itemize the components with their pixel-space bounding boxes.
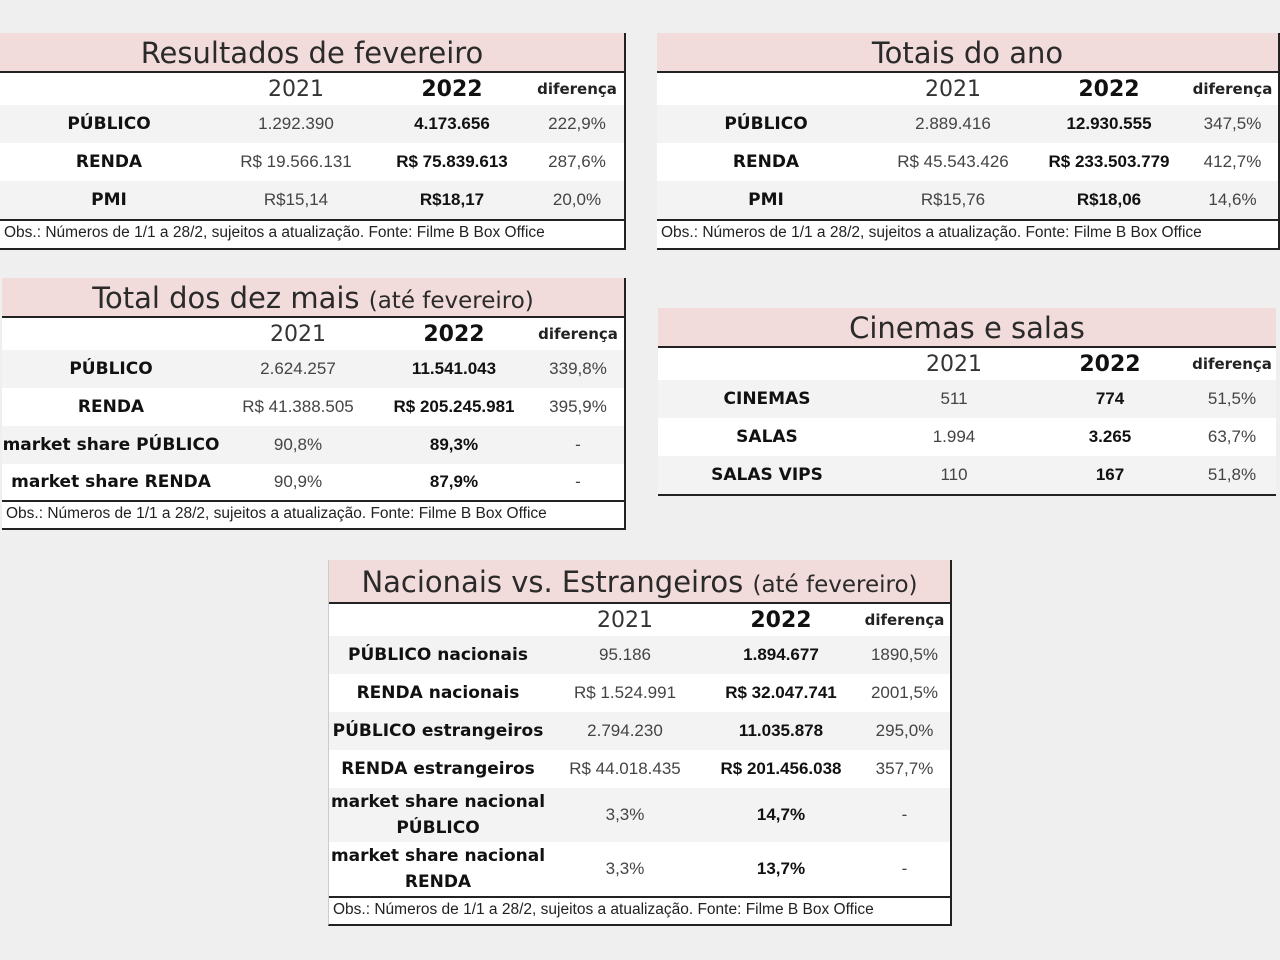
value-2021: R$ 45.543.426 — [897, 152, 1009, 171]
row-label: PÚBLICO nacionais — [329, 636, 547, 674]
header-2021: 2021 — [926, 351, 982, 377]
panel-title-text: Resultados de fevereiro — [140, 36, 484, 70]
panel-dez-mais — [2, 278, 626, 530]
panel-cinemas-salas — [658, 308, 1276, 496]
value-diff: 357,7% — [875, 759, 934, 778]
header-diff: diferença — [1192, 80, 1273, 98]
panel-title — [0, 33, 624, 73]
value-2022: 12.930.555 — [1031, 105, 1187, 143]
footnote: Obs.: Números de 1/1 a 28/2, sujeitos a atualização. Fonte: Filme B Box Office — [0, 219, 624, 245]
panel-title-text: Cinemas e salas — [849, 311, 1085, 345]
value-diff: 63,7% — [1207, 427, 1257, 446]
header-2021: 2021 — [268, 76, 324, 102]
footnote: Obs.: Números de 1/1 a 28/2, sujeitos a atualização. Fonte: Filme B Box Office — [2, 500, 624, 526]
value-2022: 774 — [1032, 380, 1188, 418]
row-label: CINEMAS — [658, 380, 876, 418]
value-2021: R$ 41.388.505 — [242, 397, 354, 416]
value-2022: R$ 75.839.613 — [396, 152, 508, 171]
panel-title — [329, 560, 950, 604]
value-2021: 2.794.230 — [547, 712, 703, 750]
panel-title — [658, 308, 1276, 348]
value-2022: 14,7% — [703, 788, 859, 842]
table-row — [329, 636, 950, 674]
value-diff: 51,8% — [1188, 456, 1276, 494]
row-label: market share RENDA — [11, 472, 211, 492]
table-row — [2, 464, 624, 500]
row-label: market share nacional PÚBLICO — [329, 788, 547, 842]
value-diff: 20,0% — [530, 181, 624, 219]
table-row — [2, 388, 624, 426]
value-diff: - — [859, 788, 950, 842]
value-diff: 347,5% — [1187, 105, 1278, 143]
panel-nacionais-estrangeiros — [328, 560, 952, 926]
value-diff: 51,5% — [1188, 380, 1276, 418]
value-diff: - — [532, 426, 624, 464]
value-2022: 3.265 — [1088, 427, 1132, 446]
panel-subtitle: (até fevereiro) — [752, 572, 918, 598]
table-row — [2, 426, 624, 464]
value-diff: 1890,5% — [859, 636, 950, 674]
header-row — [657, 73, 1278, 105]
value-diff: - — [575, 472, 581, 491]
table-row — [329, 842, 950, 896]
row-label: RENDA — [77, 397, 145, 417]
row-label: RENDA nacionais — [356, 683, 520, 703]
table-row — [2, 350, 624, 388]
value-2022: 4.173.656 — [374, 105, 530, 143]
table-row — [329, 674, 950, 712]
panel-subtitle: (até fevereiro) — [368, 288, 534, 314]
header-2021: 2021 — [925, 76, 981, 102]
row-label: PÚBLICO — [657, 105, 875, 143]
value-2022: 13,7% — [756, 859, 806, 878]
value-diff: 339,8% — [532, 350, 624, 388]
footnote: Obs.: Números de 1/1 a 28/2, sujeitos a atualização. Fonte: Filme B Box Office — [329, 896, 950, 922]
value-2021: 2.624.257 — [220, 350, 376, 388]
row-label: PÚBLICO estrangeiros — [329, 712, 547, 750]
value-diff: 222,9% — [530, 105, 624, 143]
row-label: RENDA — [732, 152, 800, 172]
value-diff: 395,9% — [549, 397, 607, 416]
value-2021: 1.994 — [932, 427, 976, 446]
value-2021: 90,8% — [220, 426, 376, 464]
panel-title — [657, 33, 1278, 73]
header-2022: 2022 — [1078, 76, 1140, 102]
header-2022: 2022 — [421, 76, 483, 102]
row-label: SALAS VIPS — [658, 456, 876, 494]
header-row — [658, 348, 1276, 380]
value-2021: R$15,14 — [218, 181, 374, 219]
row-label: market share PÚBLICO — [2, 426, 220, 464]
header-2021: 2021 — [270, 321, 326, 347]
value-diff: 14,6% — [1187, 181, 1278, 219]
value-diff: 295,0% — [859, 712, 950, 750]
table-row — [658, 418, 1276, 456]
value-2022: 11.035.878 — [703, 712, 859, 750]
table-row — [329, 712, 950, 750]
value-2021: 110 — [876, 456, 1032, 494]
value-2022: R$18,06 — [1031, 181, 1187, 219]
value-2022: 1.894.677 — [703, 636, 859, 674]
value-2021: 95.186 — [547, 636, 703, 674]
value-2021: R$15,76 — [875, 181, 1031, 219]
table-row — [658, 456, 1276, 494]
table-row — [329, 750, 950, 788]
table-row — [657, 143, 1278, 181]
value-2021: R$ 19.566.131 — [240, 152, 352, 171]
table-row — [0, 105, 624, 143]
row-label: PMI — [0, 181, 218, 219]
value-2022: 11.541.043 — [376, 350, 532, 388]
value-2022: R$ 201.456.038 — [720, 759, 842, 778]
table-row — [0, 143, 624, 181]
row-label: PÚBLICO — [0, 105, 218, 143]
table-row — [657, 181, 1278, 219]
table-row — [658, 380, 1276, 418]
value-2021: 90,9% — [273, 472, 323, 491]
value-2021: R$ 44.018.435 — [569, 759, 681, 778]
header-2022: 2022 — [750, 607, 812, 633]
panel-title-text: Totais do ano — [871, 36, 1064, 70]
row-label: RENDA — [75, 152, 143, 172]
footnote: Obs.: Números de 1/1 a 28/2, sujeitos a atualização. Fonte: Filme B Box Office — [657, 219, 1278, 245]
value-diff: 287,6% — [548, 152, 606, 171]
row-label: market share nacional RENDA — [330, 846, 546, 892]
header-row — [0, 73, 624, 105]
data-table — [658, 348, 1276, 494]
table-row — [657, 105, 1278, 143]
value-2022: 87,9% — [429, 472, 479, 491]
header-diff: diferença — [538, 325, 618, 343]
panel-resultados-fevereiro — [0, 33, 626, 250]
panel-totais-ano — [657, 33, 1280, 250]
value-2022: 167 — [1032, 456, 1188, 494]
value-2021: 2.889.416 — [875, 105, 1031, 143]
header-2022: 2022 — [1079, 351, 1141, 377]
value-2021: 3,3% — [547, 788, 703, 842]
panel-title-text: Total dos dez mais — [92, 281, 360, 315]
value-2022: 89,3% — [376, 426, 532, 464]
data-table — [0, 73, 624, 219]
header-row — [329, 604, 950, 636]
value-2021: 511 — [876, 380, 1032, 418]
table-row — [0, 181, 624, 219]
row-label: SALAS — [736, 427, 798, 447]
value-2021: R$ 1.524.991 — [573, 683, 677, 702]
panel-title-text: Nacionais vs. Estrangeiros — [361, 565, 744, 599]
header-row — [2, 318, 624, 350]
header-2021: 2021 — [597, 607, 653, 633]
panel-title — [2, 278, 624, 318]
value-2022: R$ 233.503.779 — [1048, 152, 1170, 171]
value-diff: - — [901, 859, 908, 878]
value-diff: 2001,5% — [870, 683, 939, 702]
header-2022: 2022 — [423, 321, 485, 347]
value-2022: R$ 205.245.981 — [393, 397, 515, 416]
row-label: RENDA estrangeiros — [341, 759, 535, 779]
value-diff: 412,7% — [1203, 152, 1262, 171]
header-diff: diferença — [537, 80, 617, 98]
header-diff: diferença — [864, 611, 945, 629]
data-table — [657, 73, 1278, 219]
value-2022: R$18,17 — [374, 181, 530, 219]
data-table — [329, 604, 950, 896]
row-label: PMI — [657, 181, 875, 219]
value-2021: 3,3% — [605, 859, 645, 878]
header-diff: diferença — [1192, 355, 1272, 373]
row-label: PÚBLICO — [2, 350, 220, 388]
data-table — [2, 318, 624, 500]
value-2022: R$ 32.047.741 — [725, 683, 837, 702]
table-row — [329, 788, 950, 842]
value-2021: 1.292.390 — [218, 105, 374, 143]
